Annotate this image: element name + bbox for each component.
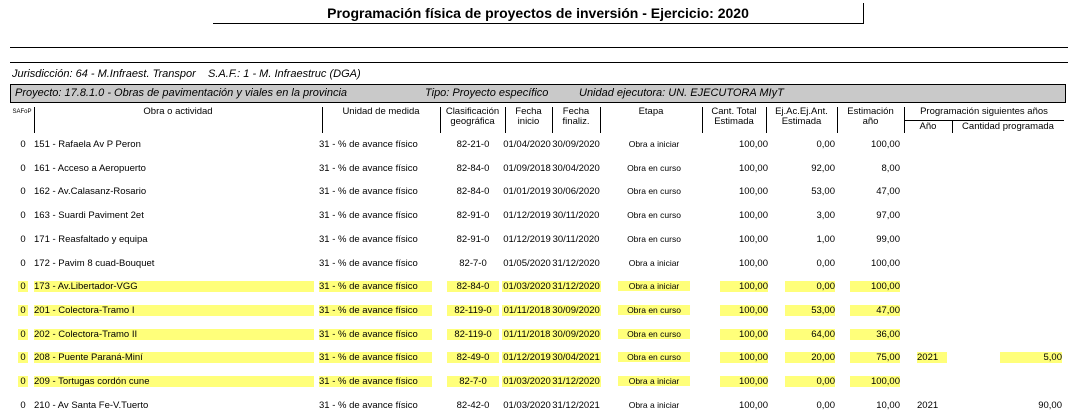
cell-etapa: Obra en curso	[618, 329, 690, 339]
cell-safop: 0	[20, 186, 26, 198]
cell-safop: 0	[18, 352, 28, 363]
cell-clasif: 82-119-0	[447, 329, 499, 340]
cell-etapa: Obra en curso	[618, 305, 690, 315]
cell-safop: 0	[18, 281, 28, 292]
header-fin-line2: finaliz.	[562, 116, 590, 127]
cell-etapa: Obra en curso	[618, 352, 690, 362]
cell-ejac: 64,00	[785, 329, 835, 340]
header-cant-total	[702, 107, 766, 127]
table-row	[0, 349, 1074, 367]
cell-estim: 100,00	[850, 281, 900, 292]
cell-fin: 31/12/2021	[552, 399, 600, 411]
cell-etapa: Obra a iniciar	[618, 376, 690, 386]
cell-estim: 100,00	[850, 376, 900, 387]
cell-fin: 31/12/2020	[552, 376, 600, 387]
cell-total: 100,00	[738, 210, 768, 222]
cell-estim: 8,00	[881, 162, 900, 174]
cell-etapa: Obra en curso	[627, 162, 681, 173]
cell-inicio: 01/01/2019	[503, 186, 551, 198]
cell-clasif: 82-91-0	[456, 233, 490, 245]
cell-ejac: 0,00	[785, 281, 835, 292]
cell-unidad: 31 - % de avance físico	[319, 376, 432, 387]
cell-fin: 30/06/2020	[552, 186, 600, 198]
cell-etapa: Obra en curso	[627, 233, 681, 244]
cell-total: 100,00	[720, 329, 768, 340]
header-inicio-line1: Fecha	[515, 106, 542, 117]
project-type: Tipo: Proyecto específico	[425, 87, 549, 99]
cell-inicio: 01/03/2020	[503, 376, 551, 387]
cell-safop: 0	[20, 399, 26, 411]
cell-inicio: 01/11/2018	[503, 328, 551, 340]
header-estimacion	[837, 107, 904, 127]
cell-fin: 30/09/2020	[552, 304, 600, 316]
cell-unidad: 31 - % de avance físico	[319, 305, 432, 316]
cell-etapa: Obra a iniciar	[618, 281, 690, 291]
cell-inicio: 01/03/2020	[503, 399, 551, 411]
table-row	[0, 207, 1074, 225]
cell-estim: 100,00	[870, 139, 900, 150]
header-anio: Año	[919, 121, 937, 132]
cell-clasif: 82-91-0	[456, 210, 490, 222]
table-row	[0, 160, 1074, 178]
cell-obra: 210 - Av Santa Fe-V.Tuerto	[34, 399, 149, 411]
header-ejac-line2: Estimada	[781, 116, 822, 127]
cell-estim: 75,00	[850, 352, 900, 363]
cell-total: 100,00	[720, 352, 768, 363]
cell-cant: 5,00	[1000, 352, 1062, 363]
cell-ejac: 3,00	[816, 210, 835, 222]
table-row	[0, 326, 1074, 344]
cell-cant: 90,00	[1038, 399, 1062, 411]
cell-obra: 208 - Puente Paraná-Miní	[34, 352, 314, 363]
header-etapa: Etapa	[638, 106, 664, 117]
cell-estim: 99,00	[876, 233, 900, 245]
header-cant-line2: Estimada	[714, 116, 754, 127]
cell-obra: 209 - Tortugas cordón cune	[34, 376, 314, 387]
cell-estim: 47,00	[850, 305, 900, 316]
cell-total: 100,00	[720, 305, 768, 316]
cell-clasif: 82-119-0	[447, 305, 499, 316]
cell-obra: 162 - Av.Calasanz-Rosario	[34, 186, 147, 198]
header-clasif-line1: Clasificación	[445, 106, 500, 117]
cell-total: 100,00	[738, 257, 768, 269]
cell-ejac: 0,00	[816, 257, 835, 269]
project-unit: Unidad ejecutora: UN. EJECUTORA MIyT	[579, 87, 784, 99]
header-ejac-line1: Ej.Ac.Ej.Ant.	[775, 106, 828, 117]
cell-inicio: 01/09/2018	[503, 162, 551, 174]
cell-unidad: 31 - % de avance físico	[319, 329, 432, 340]
cell-etapa: Obra a iniciar	[628, 139, 680, 149]
cell-ejac: 0,00	[816, 399, 835, 411]
cell-clasif: 82-42-0	[456, 399, 490, 411]
cell-unidad: 31 - % de avance físico	[319, 139, 418, 150]
table-row	[0, 255, 1074, 273]
cell-clasif: 82-84-0	[456, 186, 490, 198]
header-fin-line1: Fecha	[562, 106, 590, 117]
cell-fin: 30/11/2020	[552, 210, 600, 222]
header-unidad: Unidad de medida	[342, 106, 420, 117]
cell-etapa: Obra en curso	[627, 186, 681, 197]
cell-obra: 201 - Colectora-Tramo I	[34, 305, 314, 316]
cell-ejac: 0,00	[816, 139, 835, 150]
cell-unidad: 31 - % de avance físico	[319, 210, 418, 222]
cell-etapa: Obra en curso	[627, 210, 681, 221]
header-cant-prog: Cantidad programada	[962, 121, 1054, 132]
project-bar	[10, 84, 1066, 103]
cell-unidad: 31 - % de avance físico	[319, 162, 418, 174]
cell-anio: 2021	[917, 399, 939, 411]
header-clasificacion	[440, 107, 505, 127]
cell-inicio: 01/03/2020	[503, 281, 551, 293]
cell-ejac: 20,00	[785, 352, 835, 363]
cell-etapa: Obra a iniciar	[628, 257, 680, 268]
header-prog-siguientes: Programación siguientes años	[920, 106, 1048, 117]
cell-ejac: 0,00	[785, 376, 835, 387]
table-row	[0, 397, 1074, 415]
cell-total: 100,00	[720, 376, 768, 387]
cell-safop: 0	[20, 210, 26, 222]
cell-inicio: 01/12/2019	[503, 233, 551, 245]
cell-estim: 36,00	[850, 329, 900, 340]
header-estim-line2: año	[862, 116, 879, 127]
cell-obra: 173 - Av.Libertador-VGG	[34, 281, 314, 292]
cell-anio: 2021	[917, 352, 947, 363]
cell-ejac: 53,00	[785, 305, 835, 316]
cell-total: 100,00	[738, 399, 768, 411]
header-ej-ac	[766, 107, 837, 127]
cell-obra: 171 - Reasfaltado y equipa	[34, 233, 148, 245]
cell-ejac: 53,00	[811, 186, 835, 198]
cell-unidad: 31 - % de avance físico	[319, 186, 418, 198]
header-fecha-inicio	[505, 107, 552, 127]
cell-safop: 0	[20, 233, 26, 245]
cell-inicio: 01/05/2020	[503, 257, 551, 269]
cell-fin: 30/09/2020	[552, 328, 600, 340]
cell-estim: 100,00	[870, 257, 900, 269]
header-fecha-fin	[552, 107, 600, 127]
cell-total: 100,00	[738, 139, 768, 150]
cell-unidad: 31 - % de avance físico	[319, 352, 432, 363]
cell-safop: 0	[18, 376, 28, 387]
cell-clasif: 82-7-0	[459, 257, 487, 269]
cell-fin: 31/12/2020	[552, 257, 600, 269]
cell-unidad: 31 - % de avance físico	[319, 399, 418, 411]
cell-fin: 30/11/2020	[552, 233, 600, 245]
cell-clasif: 82-21-0	[456, 139, 490, 150]
cell-safop: 0	[18, 305, 28, 316]
cell-obra: 202 - Colectora-Tramo II	[34, 329, 314, 340]
table-row	[0, 183, 1074, 201]
table-row	[0, 373, 1074, 391]
jurisdiccion-line: Jurisdicción: 64 - M.Infraest. Transpor S.A.F.: 1 - M. Infraestruc (DGA)	[12, 68, 361, 80]
cell-unidad: 31 - % de avance físico	[319, 281, 432, 292]
divider	[10, 47, 1068, 48]
header-inicio-line2: inicio	[517, 116, 540, 127]
cell-clasif: 82-84-0	[456, 162, 490, 174]
cell-clasif: 82-7-0	[447, 376, 499, 387]
cell-obra: 163 - Suardi Paviment 2et	[34, 210, 144, 222]
cell-safop: 0	[20, 139, 26, 150]
cell-fin: 31/12/2020	[552, 281, 600, 293]
table-row	[0, 278, 1074, 296]
cell-total: 100,00	[738, 186, 768, 198]
table-row	[0, 136, 1074, 154]
cell-clasif: 82-84-0	[447, 281, 499, 292]
report-title: Programación física de proyectos de inversión - Ejercicio: 2020	[327, 5, 749, 21]
cell-estim: 10,00	[876, 399, 900, 411]
cell-fin: 30/04/2021	[552, 352, 600, 364]
cell-etapa: Obra a iniciar	[628, 399, 680, 410]
cell-unidad: 31 - % de avance físico	[319, 233, 418, 245]
cell-inicio: 01/12/2019	[503, 210, 551, 222]
table-row	[0, 231, 1074, 249]
divider	[10, 62, 1068, 63]
header-cant-line1: Cant. Total	[711, 106, 757, 117]
cell-obra: 172 - Pavim 8 cuad-Bouquet	[34, 257, 155, 269]
cell-total: 100,00	[738, 162, 768, 174]
cell-safop: 0	[18, 329, 28, 340]
cell-obra: 151 - Rafaela Av P Peron	[34, 139, 141, 150]
cell-safop: 0	[20, 162, 26, 174]
cell-safop: 0	[20, 257, 26, 269]
header-safop: SAFoP	[12, 109, 32, 115]
cell-ejac: 92,00	[811, 162, 835, 174]
cell-fin: 30/04/2020	[552, 162, 600, 174]
cell-ejac: 1,00	[816, 233, 835, 245]
cell-total: 100,00	[738, 233, 768, 245]
cell-inicio: 01/12/2019	[503, 352, 551, 364]
cell-unidad: 31 - % de avance físico	[319, 257, 418, 269]
header-obra: Obra o actividad	[143, 106, 213, 117]
cell-clasif: 82-49-0	[447, 352, 499, 363]
cell-obra: 161 - Acceso a Aeropuerto	[34, 162, 146, 174]
header-estim-line1: Estimación	[847, 106, 894, 117]
table-row	[0, 302, 1074, 320]
cell-estim: 47,00	[876, 186, 900, 198]
cell-fin: 30/09/2020	[552, 139, 600, 150]
cell-inicio: 01/11/2018	[503, 304, 551, 316]
project-label: Proyecto: 17.8.1.0 - Obras de pavimentación y viales en la provincia	[15, 87, 348, 99]
cell-inicio: 01/04/2020	[503, 139, 551, 150]
cell-total: 100,00	[720, 281, 768, 292]
header-clasif-line2: geográfica	[450, 116, 495, 127]
cell-estim: 97,00	[876, 210, 900, 222]
